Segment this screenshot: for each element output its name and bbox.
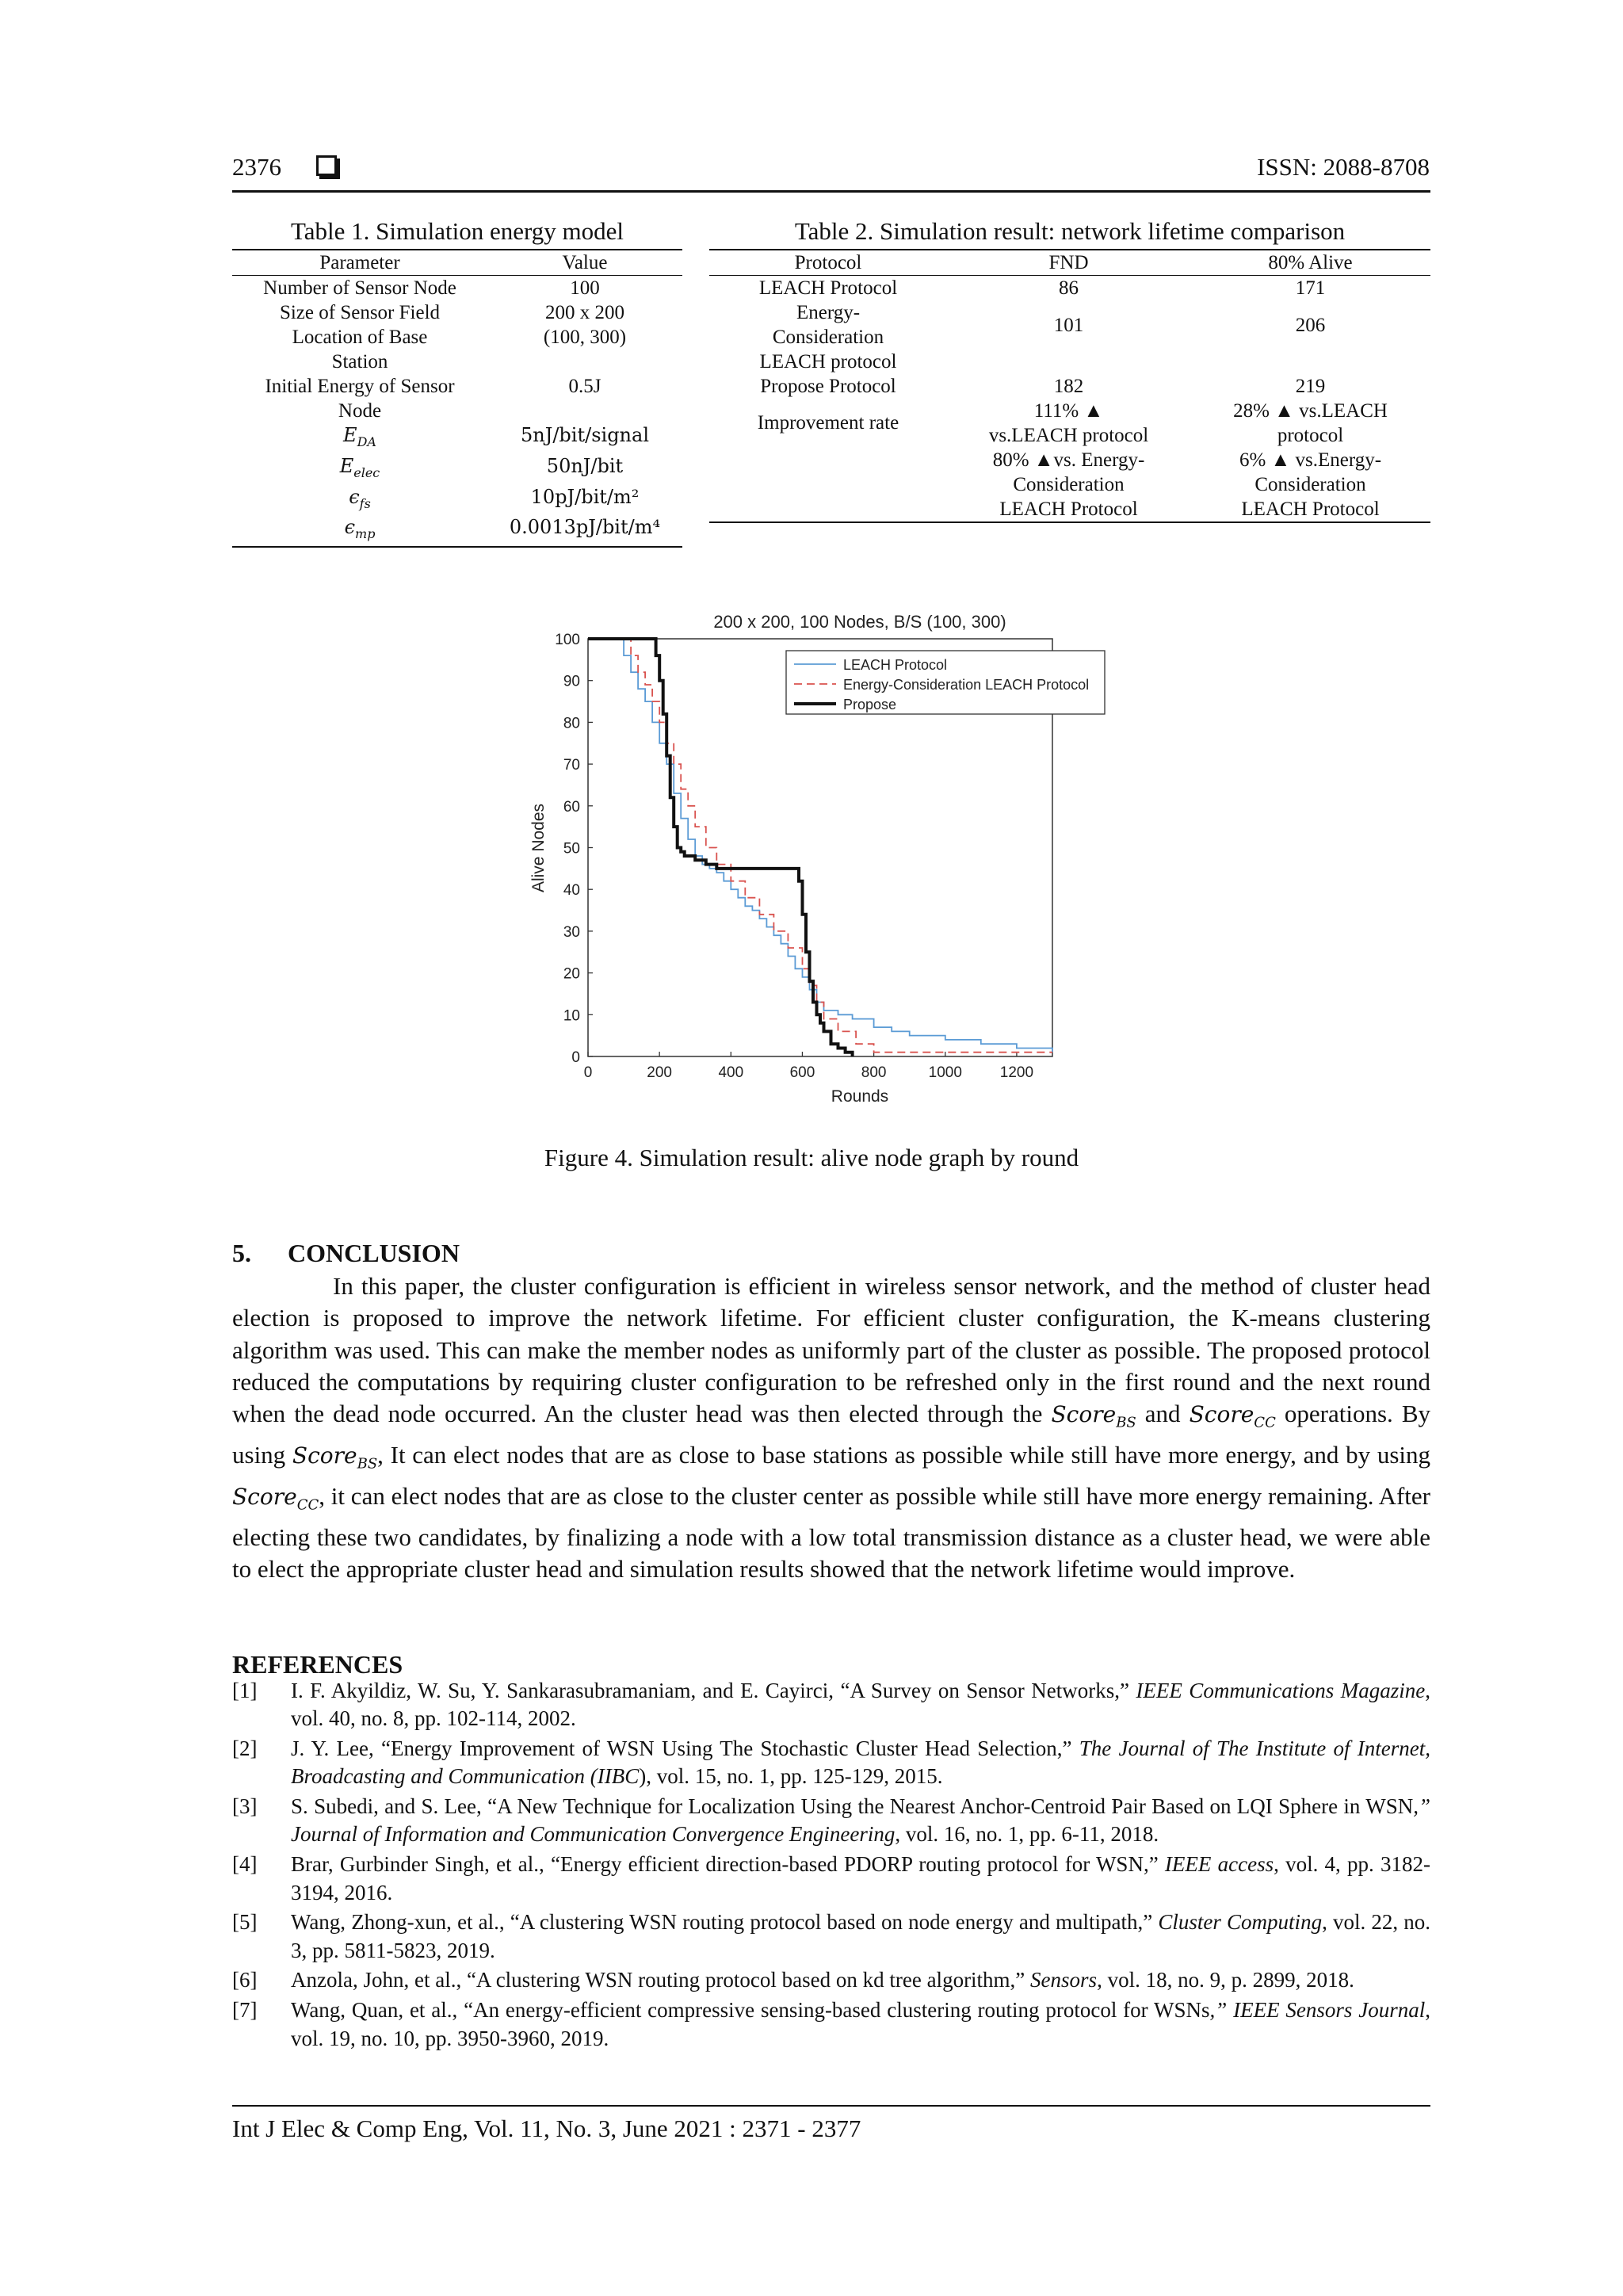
y-tick-label: 80 [563, 715, 580, 732]
list-item: [7] Wang, Quan, et al., “An energy-efficient compressive sensing-based clustering routing protocol for WSNs,” IEEE Sensors Journal, vol. 19, no. 10, pp. 3950-3960, 2019. [232, 1998, 1430, 2050]
list-item: [3] S. Subedi, and S. Lee, “A New Technique for Localization Using the Nearest Anchor-Centroid Pair Based on LQI Sphere in WSN,” Journal of Information and Communication Convergence Engineering, vol. 16, no. 1, pp. 6-11, 2018. [232, 1794, 1430, 1847]
square-bullet-icon [316, 155, 337, 176]
table2 [709, 249, 1430, 523]
x-tick-label: 200 [647, 1064, 673, 1081]
score-bs-symbol: Score$_{BS}$ [1051, 1401, 1136, 1431]
table2-col-fnd: FND [1048, 252, 1089, 273]
x-tick-label: 0 [583, 1064, 593, 1081]
table-row: Number of Sensor Node 100 [263, 277, 600, 299]
y-tick-label: 90 [563, 673, 580, 690]
table2-col-alive: 80% Alive [1268, 252, 1353, 273]
y-tick-label: 70 [563, 757, 580, 774]
y-tick-label: 60 [563, 798, 580, 816]
footer-citation: Int J Elec & Comp Eng, Vol. 11, No. 3, June 2021 : 2371 - 2377 [232, 2115, 861, 2142]
list-item: [4] Brar, Gurbinder Singh, et al., “Energy efficient direction-based PDORP routing protocol for WSN,” IEEE access, vol. 4, pp. 3182-3194, 2016. [232, 1852, 1431, 1904]
list-item: [6] Anzola, John, et al., “A clustering WSN routing protocol based on kd tree algorithm,” Sensors, vol. 18, no. 9, p. 2899, 2018. [232, 1968, 1354, 1992]
score-bs-symbol: Score$_{BS}$ [292, 1442, 378, 1473]
score-cc-symbol: Score$_{CC}$ [1189, 1401, 1276, 1431]
y-tick-label: 30 [563, 923, 580, 941]
issn: ISSN: 2088-8708 [1257, 153, 1430, 181]
references-list [232, 1677, 1430, 2054]
y-tick-label: 40 [563, 882, 580, 900]
legend [786, 651, 1105, 714]
legend-label-leach: LEACH Protocol [843, 657, 948, 673]
table2-col-protocol: Protocol [794, 252, 862, 273]
y-tick-label: 20 [563, 965, 580, 983]
table-row: Location of Base Station (100, 300) [292, 327, 627, 372]
table-row: Initial Energy of Sensor Node 0.5J [265, 376, 601, 422]
table1-header [232, 250, 682, 275]
y-tick-label: 50 [563, 840, 580, 858]
table-row: 80% ▲vs. Energy- Consideration LEACH Protocol 6% ▲ vs.Energy- Consideration LEACH Protocol [992, 449, 1382, 520]
table-row: LEACH Protocol 86 171 [758, 277, 1326, 299]
score-cc-symbol: Score$_{CC}$ [232, 1483, 319, 1514]
table-row: Propose Protocol 182 219 [760, 376, 1326, 397]
page-number: 2376 [232, 153, 337, 181]
table-row: $\epsilon_{fs}$ 10pJ/bit/m² [349, 485, 640, 511]
x-tick-label: 400 [718, 1064, 744, 1081]
x-tick-label: 1200 [999, 1064, 1034, 1081]
chart-title: 200 x 200, 100 Nodes, B/S (100, 300) [713, 612, 1006, 632]
legend-label-energy-consideration: Energy-Consideration LEACH Protocol [843, 677, 1090, 693]
x-tick-label: 600 [789, 1064, 815, 1081]
x-tick-label: 800 [861, 1064, 887, 1081]
list-item: [2] J. Y. Lee, “Energy Improvement of WSN Using The Stochastic Cluster Head Selection,” The Journal of The Institute of Internet, Broadcasting and Communication (IIBC), vol. 15, no. 1, pp. 125-129, 2015. [232, 1736, 1431, 1789]
table-row: $E_{DA}$ 5nJ/bit/signal [343, 424, 649, 449]
x-axis-label: Rounds [831, 1087, 889, 1106]
y-tick-label: 10 [563, 1007, 580, 1025]
header-rule [232, 190, 1430, 193]
x-tick-label: 1000 [928, 1064, 962, 1081]
y-tick-label: 100 [555, 632, 580, 648]
figure-caption: Figure 4. Simulation result: alive node graph by round [544, 1144, 1079, 1171]
table-row: $E_{elec}$ 50nJ/bit [339, 454, 624, 480]
list-item: [1] I. F. Akyildiz, W. Su, Y. Sankarasubramaniam, and E. Cayirci, “A Survey on Sensor Networks,” IEEE Communications Magazine, vol. 40, no. 8, pp. 102-114, 2002. [232, 1679, 1430, 1731]
table1 [232, 249, 682, 548]
legend-label-propose: Propose [843, 697, 897, 712]
section-heading: 5. CONCLUSION [232, 1239, 460, 1267]
table-row: Energy- Consideration LEACH protocol 101 206 [759, 302, 1326, 372]
table-row: Size of Sensor Field 200 x 200 [279, 302, 624, 323]
table2-header [709, 250, 1430, 275]
alive-node-chart [507, 602, 1141, 1117]
table1-col-parameter: Parameter [319, 252, 400, 273]
y-axis-label: Alive Nodes [529, 803, 548, 893]
list-item: [5] Wang, Zhong-xun, et al., “A clustering WSN routing protocol based on node energy and multipath,” Cluster Computing, vol. 22, no. 3, pp. 5811-5823, 2019. [232, 1910, 1430, 1962]
references-heading: REFERENCES [232, 1650, 403, 1679]
table-row: Improvement rate 111% ▲ vs.LEACH protocol 28% ▲ vs.LEACH protocol [757, 400, 1388, 446]
conclusion-paragraph: In this paper, the cluster configuration is efficient in wireless sensor network, and the method of cluster head election is proposed to improve the network lifetime. For efficient cluster configuration, the K-means clustering algorithm was used. This can make the member nodes as uniformly part of the cluster as possible. The proposed protocol reduced the computations by requiring cluster configuration to be refreshed only in the first round and the next round when the dead node occurred. An the cluster head was then elected through the Score$_{BS}$ and Score$_{CC}$ operations. By using Score$_{BS}$, It can elect nodes that are as close to base stations as possible while still have more energy, and by using Score$_{CC}$, it can elect nodes that are as close to the cluster center as possible while still have more energy remaining. After electing these two candidates, by finalizing a node with a low total transmission distance as a cluster head, we were able to elect the appropriate cluster head and simulation results showed that the network lifetime would improve. [232, 1272, 1430, 1584]
table1-col-value: Value [562, 252, 608, 273]
footer-rule [232, 2105, 1430, 2107]
y-tick-label: 0 [571, 1049, 580, 1066]
table2-caption: Table 2. Simulation result: network lifetime comparison [794, 217, 1346, 245]
table-row: $\epsilon_{mp}$ 0.0013pJ/bit/m⁴ [344, 516, 661, 542]
table1-caption: Table 1. Simulation energy model [291, 217, 624, 245]
